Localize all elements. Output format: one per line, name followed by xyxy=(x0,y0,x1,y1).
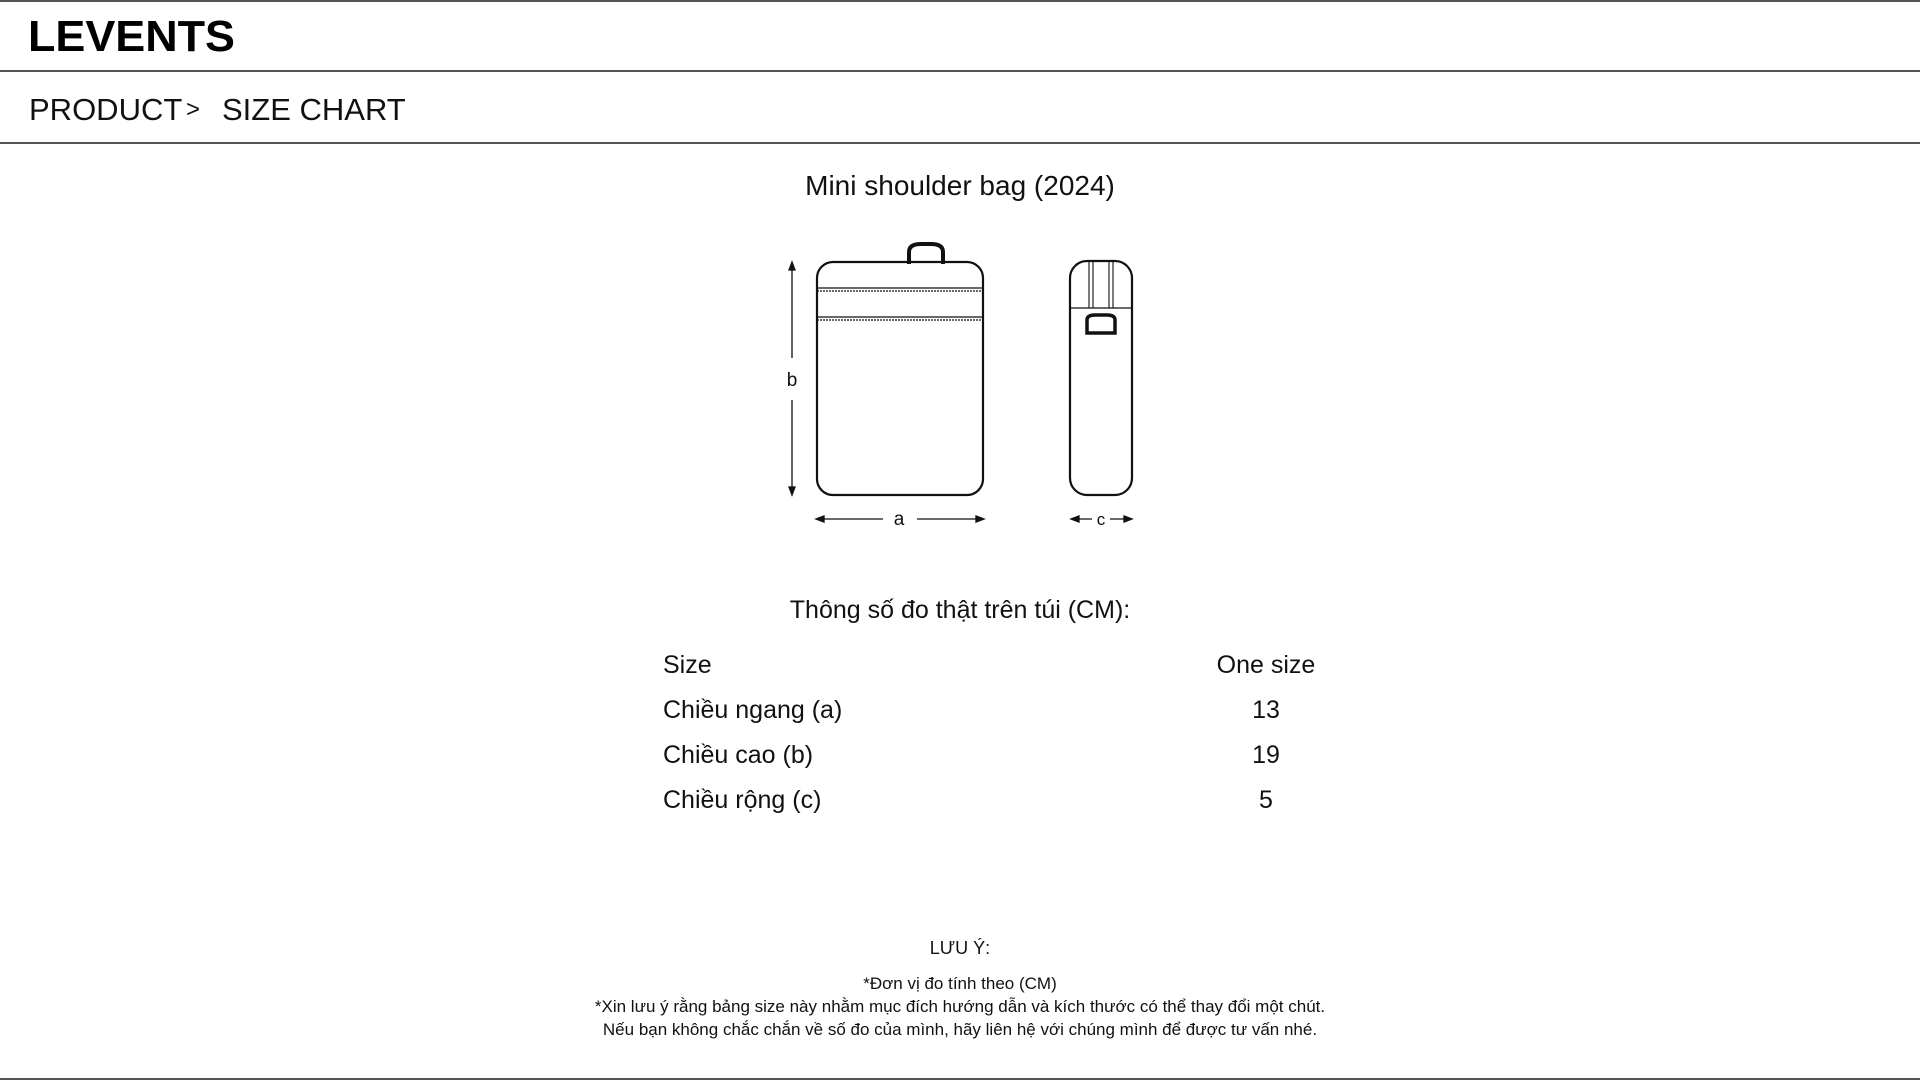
table-row xyxy=(660,688,1280,733)
notes-section xyxy=(0,938,1920,1041)
row-value-height: 19 xyxy=(1252,741,1280,769)
product-title: Mini shoulder bag (2024) xyxy=(805,170,1115,201)
breadcrumb-separator: > xyxy=(186,96,201,123)
notes-title: LƯU Ý: xyxy=(929,938,991,958)
bottom-border xyxy=(0,1078,1920,1080)
column-header-one-size: One size xyxy=(1216,651,1316,679)
size-table-header xyxy=(660,643,1316,688)
dimension-b-label: b xyxy=(786,370,798,391)
spec-heading: Thông số đo thật trên túi (CM): xyxy=(789,596,1131,624)
bag-dimension-diagram xyxy=(775,240,1145,540)
note-line-unit: *Đơn vị đo tính theo (CM) xyxy=(863,974,1057,993)
bag-side-view xyxy=(1070,261,1132,495)
row-label-depth: Chiều rộng (c) xyxy=(663,786,822,814)
row-label-width: Chiều ngang (a) xyxy=(663,696,843,724)
breadcrumb-size-chart[interactable]: SIZE CHART xyxy=(222,92,406,127)
dimension-c-label: c xyxy=(1096,510,1106,529)
size-table xyxy=(660,643,1316,823)
table-row xyxy=(660,733,1280,778)
bag-front-view xyxy=(817,244,983,495)
brand-logo[interactable]: LEVENTS xyxy=(28,12,235,61)
breadcrumb-product[interactable]: PRODUCT xyxy=(29,92,183,127)
d-ring-icon xyxy=(1087,315,1115,333)
breadcrumb xyxy=(0,72,1920,144)
site-header xyxy=(0,2,1920,72)
table-row xyxy=(660,778,1273,823)
note-line-disclaimer: *Xin lưu ý rằng bảng size này nhằm mục đích hướng dẫn và kích thước có thể thay đổi một chút. xyxy=(594,997,1326,1016)
row-value-depth: 5 xyxy=(1259,786,1273,814)
note-line-contact: Nếu bạn không chắc chắn về số đo của mình, hãy liên hệ với chúng mình để được tư vấn nhé. xyxy=(602,1020,1318,1039)
column-header-size: Size xyxy=(663,651,712,679)
dimension-a-label: a xyxy=(893,509,905,530)
row-label-height: Chiều cao (b) xyxy=(663,741,814,769)
row-value-width: 13 xyxy=(1252,696,1280,724)
